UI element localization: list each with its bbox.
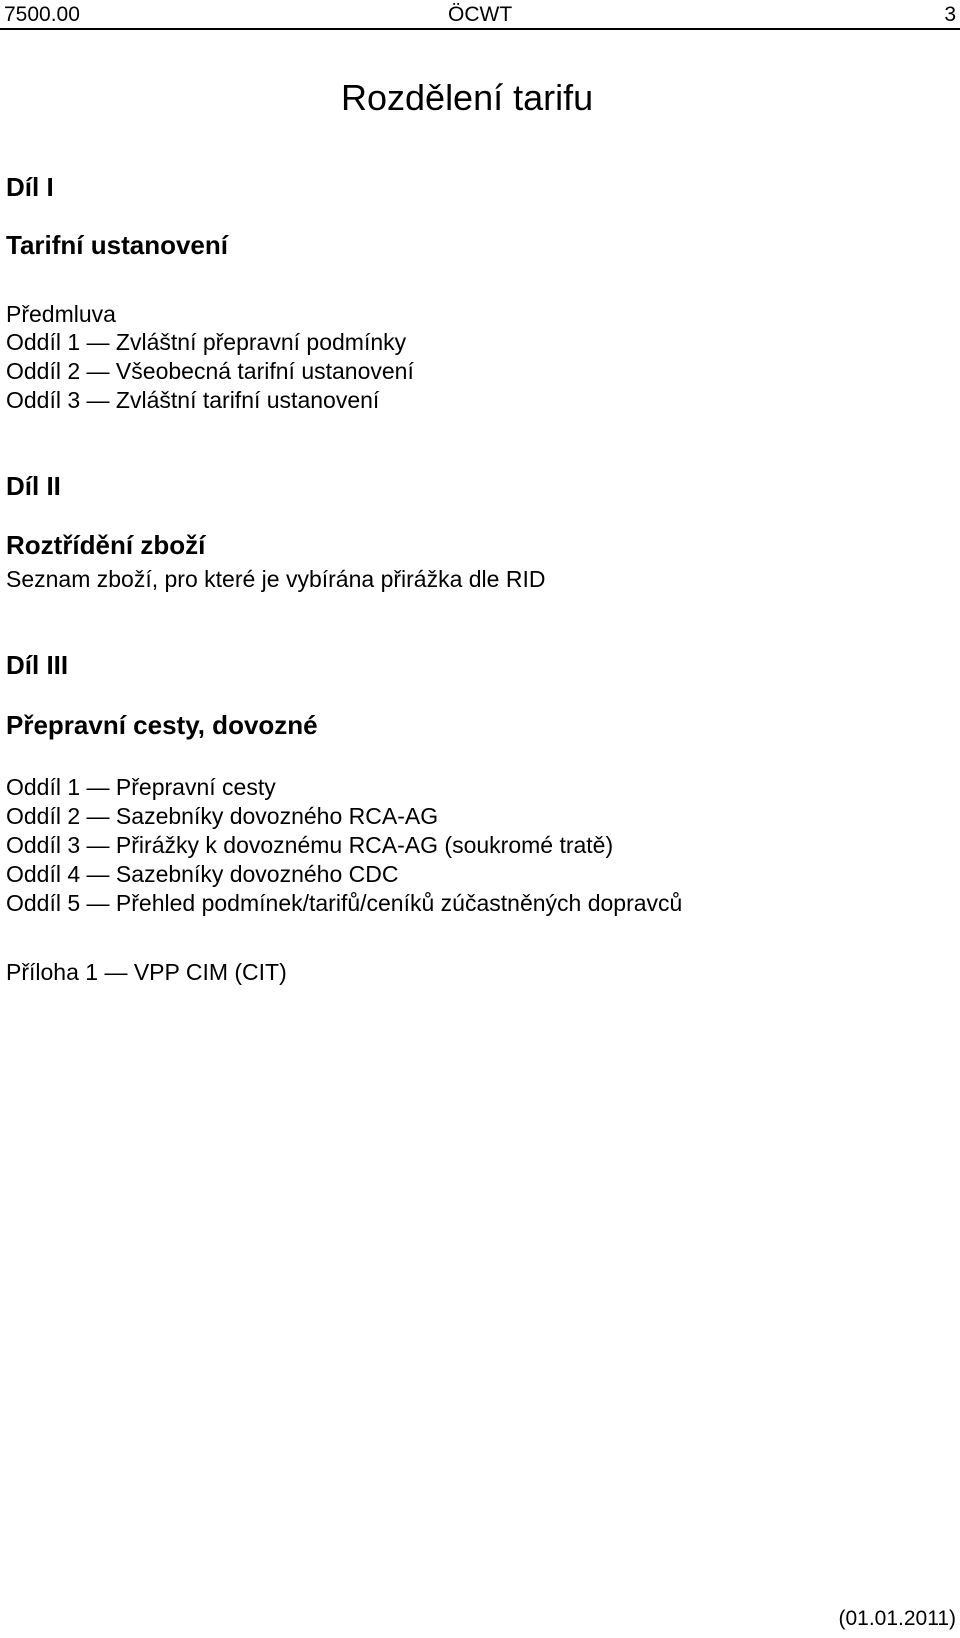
- part-1-item: Oddíl 1 — Zvláštní přepravní podmínky: [6, 329, 407, 355]
- part-2-subtitle: Roztřídění zboží: [6, 530, 206, 560]
- part-3-item: Oddíl 5 — Přehled podmínek/tarifů/ceníků zúčastněných dopravců: [6, 890, 683, 916]
- part-1-subtitle: Tarifní ustanovení: [6, 230, 228, 260]
- part-3-subtitle: Přepravní cesty, dovozné: [6, 710, 318, 740]
- header-divider: [0, 28, 960, 30]
- part-2-item: Seznam zboží, pro které je vybírána přirážka dle RID: [6, 566, 546, 592]
- part-1-item: Předmluva: [6, 301, 116, 327]
- part-3-item: Oddíl 1 — Přepravní cesty: [6, 774, 276, 800]
- part-1-item: Oddíl 3 — Zvláštní tarifní ustanovení: [6, 387, 380, 413]
- page-header: [0, 0, 960, 28]
- part-2-label: Díl II: [6, 471, 61, 501]
- document-code: 7500.00: [4, 3, 80, 26]
- page-number: 3: [944, 3, 956, 26]
- part-3-item: Oddíl 2 — Sazebníky dovozného RCA-AG: [6, 803, 439, 829]
- part-3-item: Oddíl 4 — Sazebníky dovozného CDC: [6, 861, 399, 887]
- appendix-item: Příloha 1 — VPP CIM (CIT): [6, 959, 287, 985]
- part-1-item: Oddíl 2 — Všeobecná tarifní ustanovení: [6, 358, 414, 384]
- part-3-item: Oddíl 3 — Přirážky k dovoznému RCA-AG (soukromé tratě): [6, 832, 614, 858]
- part-3-label: Díl III: [6, 650, 69, 680]
- page-title: Rozdělení tarifu: [341, 77, 594, 118]
- effective-date: (01.01.2011): [838, 1607, 956, 1630]
- part-1-label: Díl I: [6, 172, 54, 202]
- document-title-abbrev: ÖCWT: [448, 3, 513, 26]
